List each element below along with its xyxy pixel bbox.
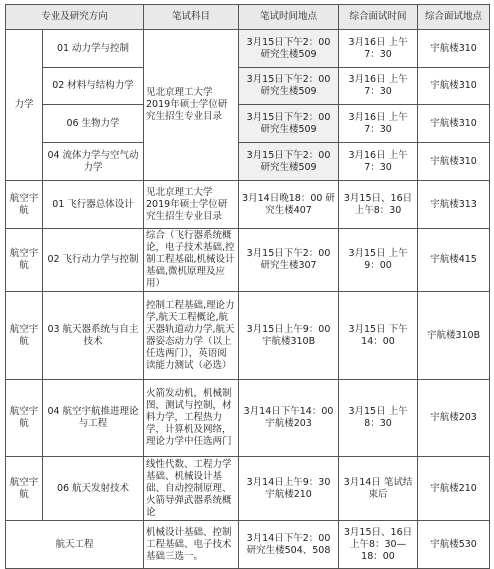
discipline-cell: 航空宇航 (6, 457, 43, 521)
written-cell: 3月15日下午2：00 研究生楼509 (239, 68, 339, 105)
discipline-cell: 航空宇航 (6, 181, 43, 229)
written-cell: 3月14日晚18：00 研究生楼407 (239, 181, 339, 229)
interview-time-cell: 3月16日 上午7：30 (339, 143, 418, 181)
discipline-cell: 航空宇航 (6, 229, 43, 292)
direction-cell: 03 航天器系统与自主技术 (43, 292, 144, 380)
written-cell: 3月15日下午2：00 研究生楼509 (239, 105, 339, 143)
interview-place-cell: 宇航楼415 (418, 229, 490, 292)
subject-cell: 控制工程基础,理论力学,航天工程概论,航天器轨道动力学,航天器姿态动力学（以上任选两门），英语阅读能力测试（必选） (144, 292, 239, 380)
interview-place-cell: 宇航楼530 (418, 521, 490, 569)
interview-time-cell: 3月15日 下午14：00 (339, 292, 418, 380)
direction-cell: 02 飞行动力学与控制 (43, 229, 144, 292)
interview-place-cell: 宇航楼310B (418, 292, 490, 380)
subject-cell: 综合（飞行器系统概论，电子技术基础,控制工程基础,机械设计基础,微机原理及应用） (144, 229, 239, 292)
header-row (6, 5, 490, 30)
discipline-cell: 力学 (6, 30, 43, 181)
interview-place-cell: 宇航楼310 (418, 143, 490, 181)
interview-place-cell: 宇航楼210 (418, 457, 490, 521)
written-cell: 3月15日上午9：00 宇航楼310B (239, 292, 339, 380)
written-cell: 3月15日下午2：00 研究生楼509 (239, 30, 339, 68)
table-row (6, 457, 490, 521)
interview-place-cell: 宇航楼310 (418, 68, 490, 105)
interview-time-cell: 3月14日 笔试结束后 (339, 457, 418, 521)
written-cell: 3月15日下午2：00 研究生楼307 (239, 229, 339, 292)
header-direction: 专业及研究方向 (6, 5, 144, 30)
interview-time-cell: 3月16日 上午7：30 (339, 30, 418, 68)
subject-cell: 机械设计基础、控制工程基础、电子技术基础三选一。 (144, 521, 239, 569)
table-row (6, 68, 490, 105)
subject-cell: 见北京理工大学2019年硕士学位研究生招生专业目录 (144, 30, 239, 181)
table-row (6, 380, 490, 457)
table-row (6, 181, 490, 229)
interview-time-cell: 3月15日、16日 上午8：30 (339, 181, 418, 229)
subject-cell: 见北京理工大学2019年硕士学位研究生招生专业目录 (144, 181, 239, 229)
subject-cell: 火箭发动机，机械制图，测试与控制，材料力学，工程热力学，计算机及网络，理论力学中任选两门 (144, 380, 239, 457)
table-row (6, 30, 490, 68)
header-interview-place: 综合面试地点 (418, 5, 490, 30)
direction-cell: 06 航天发射技术 (43, 457, 144, 521)
interview-place-cell: 宇航楼310 (418, 30, 490, 68)
interview-place-cell: 宇航楼310 (418, 105, 490, 143)
table-row (6, 229, 490, 292)
written-cell: 3月14日下午2：00 研究生楼504、508 (239, 521, 339, 569)
interview-place-cell: 宇航楼313 (418, 181, 490, 229)
direction-cell: 01 动力学与控制 (43, 30, 144, 68)
header-written: 笔试时间地点 (239, 5, 339, 30)
interview-time-cell: 3月15日、16日上午8：30—18：00 (339, 521, 418, 569)
written-cell: 3月14日上午9：30 宇航楼210 (239, 457, 339, 521)
header-interview-time: 综合面试时间 (339, 5, 418, 30)
discipline-cell: 航空宇航 (6, 292, 43, 380)
table-row (6, 105, 490, 143)
interview-time-cell: 3月16日 上午7：30 (339, 68, 418, 105)
direction-cell: 01 飞行器总体设计 (43, 181, 144, 229)
table-row (6, 521, 490, 569)
written-cell: 3月14日下午14：00 宇航楼203 (239, 380, 339, 457)
interview-time-cell: 3月16日 上午7：30 (339, 105, 418, 143)
discipline-cell: 航空宇航 (6, 380, 43, 457)
subject-cell: 线性代数、工程力学基础、机械设计基础、自动控制原理、火箭导弹武器系统概论 (144, 457, 239, 521)
table-row (6, 143, 490, 181)
interview-time-cell: 3月15日 上午9：00 (339, 229, 418, 292)
direction-cell: 06 生物力学 (43, 105, 144, 143)
direction-cell: 航天工程 (6, 521, 144, 569)
interview-time-cell: 3月15日 上午8：30 (339, 380, 418, 457)
interview-place-cell: 宇航楼203 (418, 380, 490, 457)
direction-cell: 02 材料与结构力学 (43, 68, 144, 105)
direction-cell: 04 航空宇航推进理论与工程 (43, 380, 144, 457)
header-subject: 笔试科目 (144, 5, 239, 30)
direction-cell: 04 流体力学与空气动力学 (43, 143, 144, 181)
table-row (6, 292, 490, 380)
exam-schedule-table (5, 4, 490, 569)
written-cell: 3月15日下午2：00 研究生楼509 (239, 143, 339, 181)
